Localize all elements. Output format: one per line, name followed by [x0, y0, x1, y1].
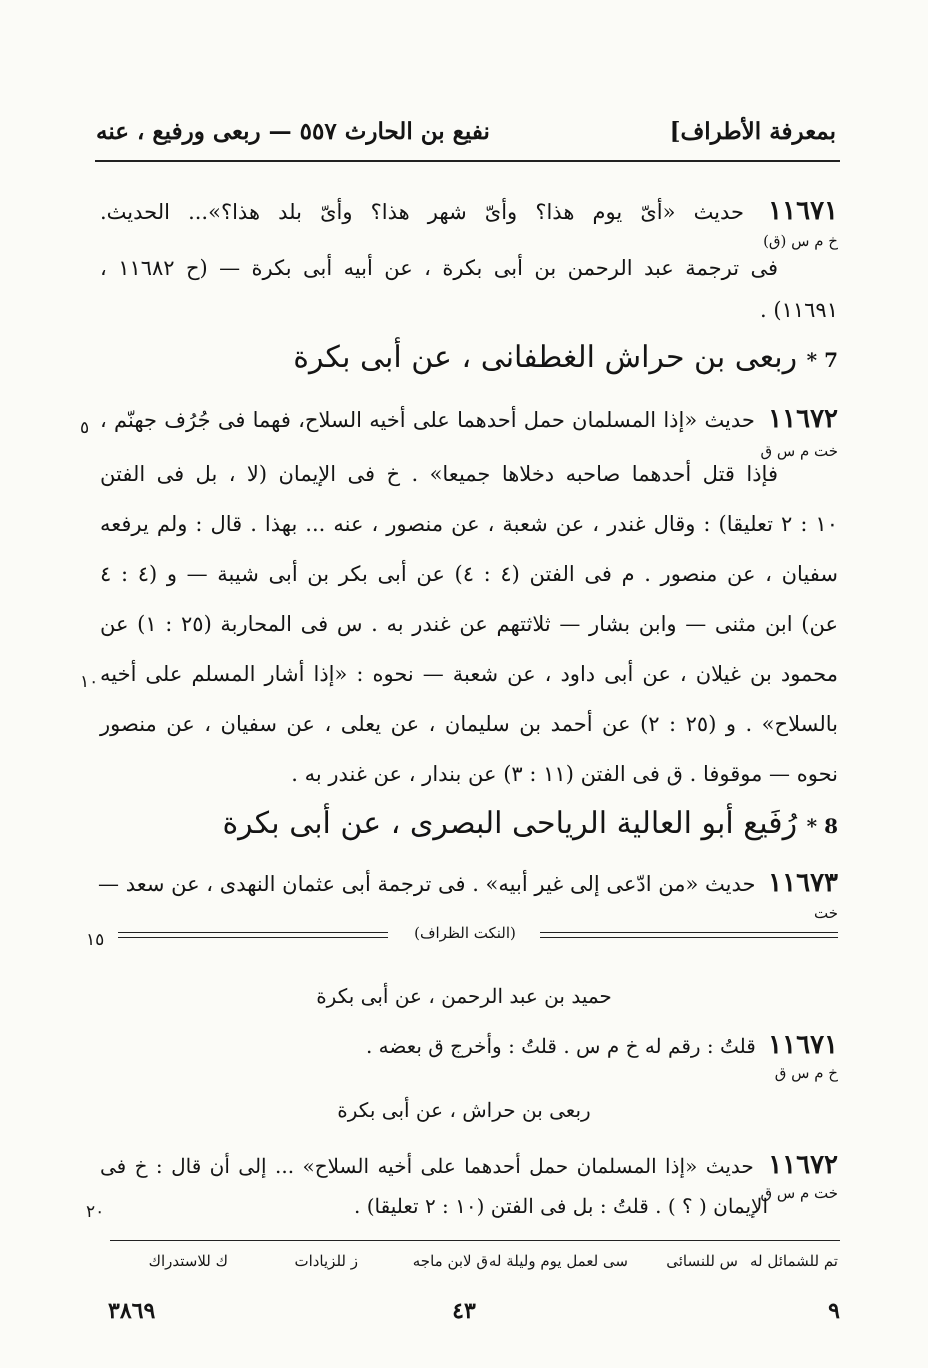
line-marker-15: ١٥: [86, 930, 105, 950]
entry-11672-line-4: سفيان ، عن منصور . م فى الفتن (٤ : ٤) عن أبى بكر بن أبى شيبة — و (٤ : ٤: [100, 562, 838, 586]
footer-left-number: ٣٨٦٩: [108, 1298, 156, 1324]
entry-11672-line-8: نحوه — موقوفا . ق فى الفتن (١١ : ٣) عن بندار ، عن غندر به .: [291, 762, 838, 786]
note-11671: ١١٦٧١ قلتُ : رقم له خ م س . قلتُ : وأخرج ق بعضه .: [365, 1030, 838, 1060]
note-number: ١١٦٧٢: [768, 1150, 839, 1180]
entry-11672-line-6: محمود بن غيلان ، عن أبى داود ، عن شعبة — نحوه : «إذا أشار المسلم على أخيه: [100, 662, 838, 686]
entry-number: ١١٦٧٣: [768, 868, 838, 898]
entry-11672-line-7: بالسلاح» . و (٢٥ : ٢) عن أحمد بن سليمان ، عن يعلى ، عن سفيان ، عن منصور: [100, 712, 838, 736]
section-7-heading: 7 * ربعى بن حراش الغطفانى ، عن أبى بكرة: [293, 340, 838, 375]
entry-11671-line-2: فى ترجمة عبد الرحمن بن أبى بكرة ، عن أبيه أبى بكرة — (ح ١١٦٨٢ ،: [100, 256, 779, 280]
running-header-title: نفيع بن الحارث ٥٥٧ — ربعى ورفيع ، عنه: [96, 118, 490, 145]
legend-item-1: تم للشمائل له: [749, 1252, 838, 1270]
footer-rule: [110, 1240, 840, 1241]
line-marker-20: ٢٠: [86, 1202, 105, 1222]
legend-item-6: ك للاستدراك: [148, 1252, 228, 1270]
note-11672-line-2: الإيمان ( ؟ ) . قلتُ : بل فى الفتن (١٠ : ٢ تعليقا) .: [353, 1194, 768, 1218]
nukat-label: (النكت الظراف): [390, 924, 540, 942]
note-11671-siglum: خ م س ق: [774, 1064, 838, 1082]
legend-item-5: ز للزيادات: [294, 1252, 358, 1270]
entry-11672-line-2: فإذا قتل أحدهما صاحبه دخلاها جميعا» . خ فى الإيمان (لا ، بل فى الفتن: [100, 462, 778, 486]
footer-right-number: ٩: [828, 1298, 840, 1324]
legend-item-3: سى لعمل يوم وليلة له: [488, 1252, 628, 1270]
entry-11671-siglum: خ م س (ق): [763, 232, 838, 250]
entry-11672-siglum: خت م س ق: [760, 442, 838, 460]
entry-11673-line-1: ١١٦٧٣ حديث «من ادّعى إلى غير أبيه» . فى ترجمة أبى عثمان النهدى ، عن سعد —: [98, 868, 838, 898]
entry-number: ١١٦٧١: [768, 196, 838, 226]
legend-item-4: ق لابن ماجه: [412, 1252, 488, 1270]
note-11672-siglum: خت م س ق: [760, 1184, 838, 1202]
notes-heading-1: حميد بن عبد الرحمن ، عن أبى بكرة: [316, 984, 612, 1008]
note-11672-line-1: ١١٦٧٢ حديث «إذا المسلمان حمل أحدهما على أخيه السلاح» ... إلى أن قال : خ فى: [100, 1150, 839, 1180]
entry-11671-line-3: ١١٦٩١) .: [760, 298, 838, 322]
line-marker-5: ٥: [80, 418, 90, 438]
notes-heading-2: ربعى بن حراش ، عن أبى بكرة: [337, 1098, 591, 1122]
header-rule: [95, 160, 840, 162]
legend-item-2: س للنسائى: [666, 1252, 738, 1270]
page-number: ٤٣: [452, 1298, 476, 1324]
running-header-left: بمعرفة الأطراف]: [669, 118, 836, 145]
entry-number: ١١٦٧٢: [768, 404, 838, 434]
line-marker-10: ١٠: [80, 672, 99, 692]
entry-11672-line-5: عن) ابن مثنى — وابن بشار — ثلاثتهم عن غندر به . س فى المحاربة (٢٥ : ١) عن: [100, 612, 838, 636]
entry-11673-siglum: خت: [813, 904, 838, 922]
entry-11671-line-1: ١١٦٧١ حديث «أىّ يوم هذا؟ وأىّ شهر هذا؟ وأىّ بلد هذا؟»... الحديث.: [100, 196, 838, 226]
section-8-heading: 8 * رُفَيع أبو العالية الرياحى البصرى ، عن أبى بكرة: [222, 806, 838, 841]
note-number: ١١٦٧١: [768, 1030, 838, 1060]
entry-11672-line-3: ١٠ : ٢ تعليقا) : وقال غندر ، عن شعبة ، عن منصور ، عنه ... بهذا . قال : ولم يرفعه: [100, 512, 838, 536]
entry-11672-line-1: ١١٦٧٢ حديث «إذا المسلمان حمل أحدهما على أخيه السلاح، فهما فى جُرُف جهنّم ،: [100, 404, 838, 434]
